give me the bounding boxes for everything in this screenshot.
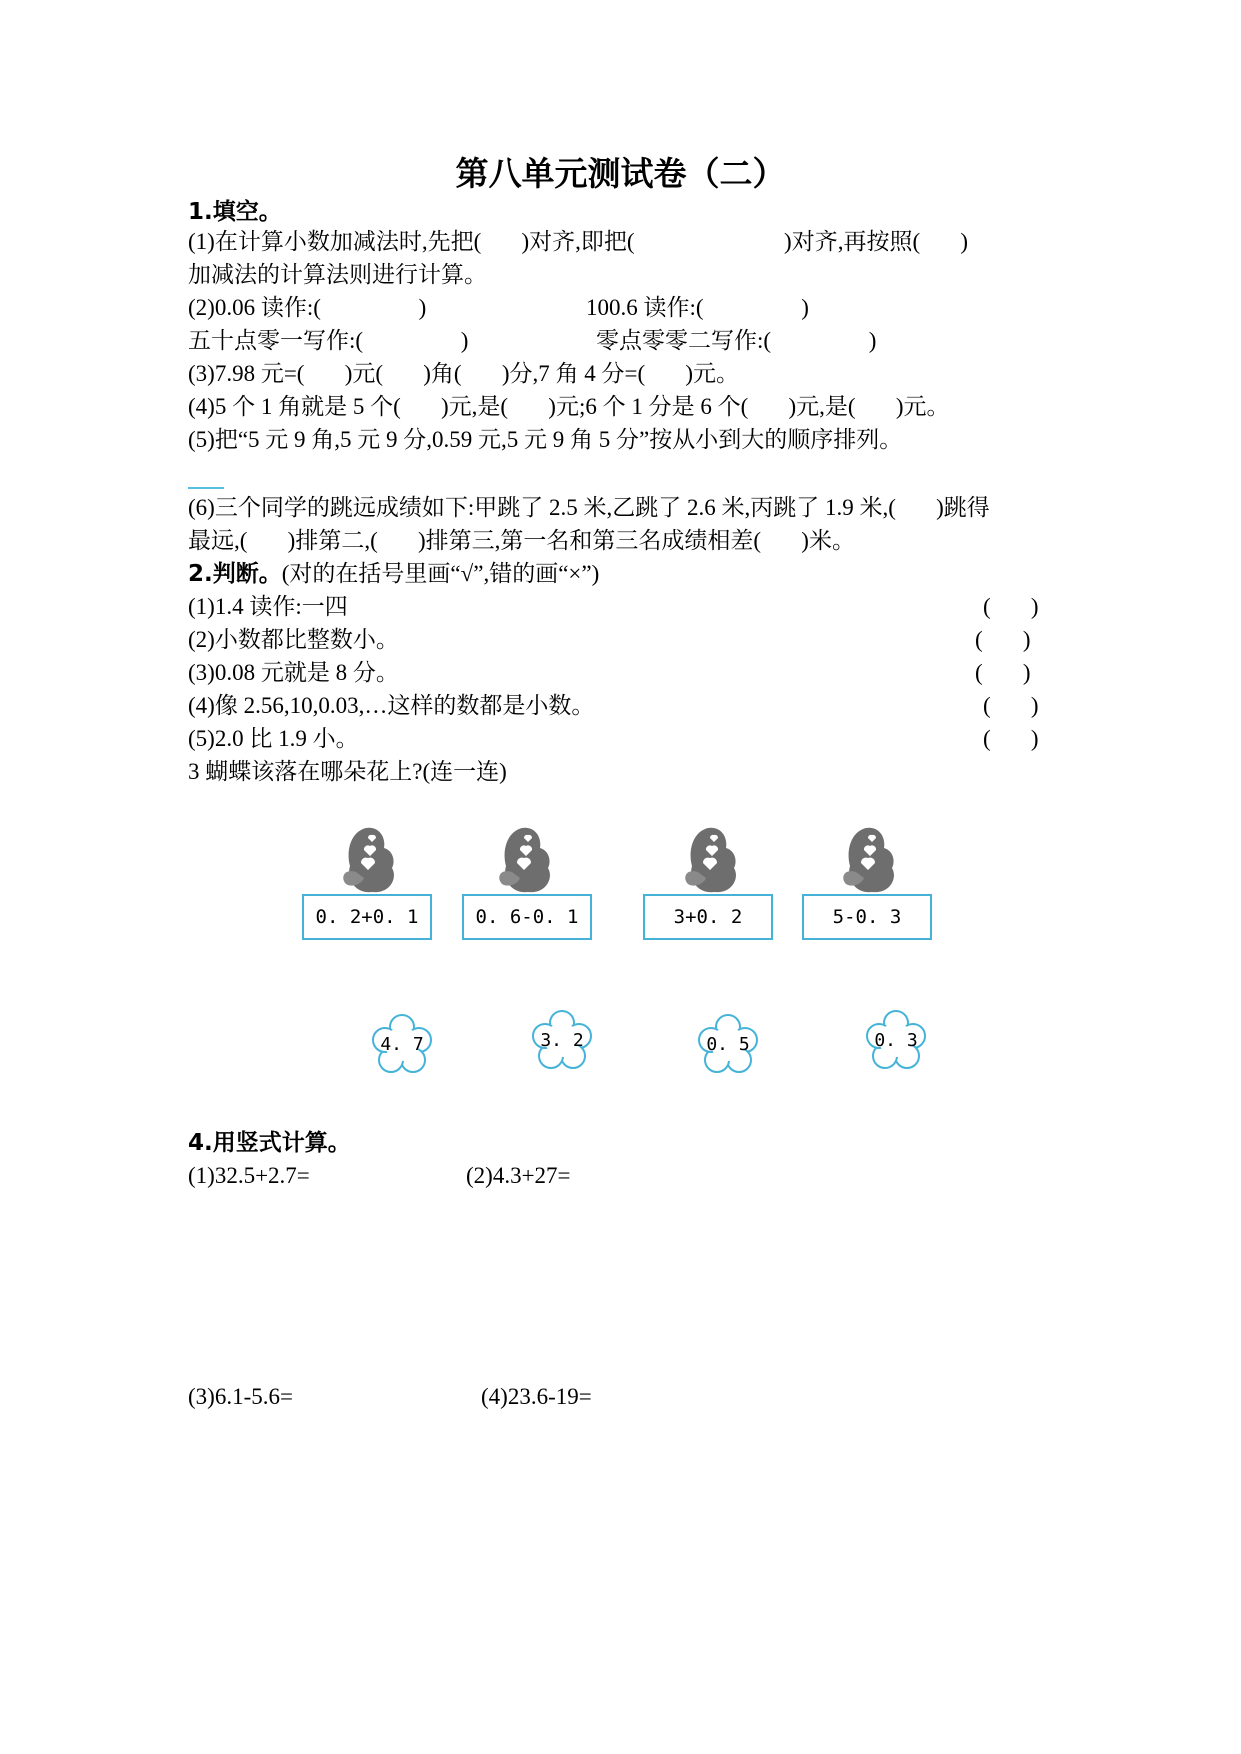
- q2-write-2: 零点零零二写作:( ): [596, 328, 877, 353]
- calc-problem-4: (4)23.6-19=: [481, 1384, 592, 1409]
- flower-4[interactable]: [864, 1008, 928, 1072]
- q2-write-1: 五十点零一写作:( ): [188, 328, 469, 353]
- calc-problem-2: (2)4.3+27=: [466, 1163, 571, 1188]
- section2-heading-main: 2.判断。: [188, 561, 282, 587]
- butterfly-icon: [676, 822, 752, 898]
- judge-item-4: (4)像 2.56,10,0.03,…这样的数都是小数。: [188, 693, 595, 718]
- judge-item-3: (3)0.08 元就是 8 分。: [188, 660, 399, 685]
- calc-problem-1: (1)32.5+2.7=: [188, 1163, 310, 1188]
- judge-item-1: (1)1.4 读作:一四: [188, 594, 348, 619]
- judge-paren-2[interactable]: ( ): [975, 627, 1031, 652]
- section2-heading-instructions: (对的在括号里画“√”,错的画“×”): [281, 561, 600, 586]
- butterfly-icon: [834, 822, 910, 898]
- q6-line1: (6)三个同学的跳远成绩如下:甲跳了 2.5 米,乙跳了 2.6 米,丙跳了 1.9 米,( )跳得: [188, 495, 990, 520]
- q1-line1: (1)在计算小数加减法时,先把( )对齐,即把( )对齐,再按照( ): [188, 229, 969, 254]
- butterfly-icon: [334, 822, 410, 898]
- flower-value: 0. 5: [706, 1033, 750, 1055]
- judge-item-2: (2)小数都比整数小。: [188, 627, 399, 652]
- expression-box-4[interactable]: 5-0. 3: [802, 894, 932, 940]
- flower-2[interactable]: [530, 1008, 594, 1072]
- butterfly-icon: [490, 822, 566, 898]
- answer-underline: [188, 487, 224, 489]
- q1-line2: 加减法的计算法则进行计算。: [188, 262, 487, 287]
- section4-heading: 4.用竖式计算。: [188, 1130, 351, 1156]
- q6-line2: 最远,( )排第二,( )排第三,第一名和第三名成绩相差( )米。: [188, 528, 855, 553]
- flower-value: 3. 2: [540, 1029, 584, 1051]
- flower-3[interactable]: [696, 1012, 760, 1076]
- expression-box-1[interactable]: 0. 2+0. 1: [302, 894, 432, 940]
- q3-line: (3)7.98 元=( )元( )角( )分,7 角 4 分=( )元。: [188, 361, 740, 386]
- flower-1[interactable]: [370, 1012, 434, 1076]
- section3-heading: 3 蝴蝶该落在哪朵花上?(连一连): [188, 759, 507, 784]
- q4-line: (4)5 个 1 角就是 5 个( )元,是( )元;6 个 1 分是 6 个( )元,是( )元。: [188, 394, 950, 419]
- judge-paren-1[interactable]: ( ): [983, 594, 1039, 619]
- expression-box-2[interactable]: 0. 6-0. 1: [462, 894, 592, 940]
- judge-paren-4[interactable]: ( ): [983, 693, 1039, 718]
- flower-value: 4. 7: [380, 1033, 424, 1055]
- judge-paren-5[interactable]: ( ): [983, 726, 1039, 751]
- section1-heading: 1.填空。: [188, 199, 282, 225]
- q5-line: (5)把“5 元 9 角,5 元 9 分,0.59 元,5 元 9 角 5 分”按从小到大的顺序排列。: [188, 427, 903, 452]
- judge-paren-3[interactable]: ( ): [975, 660, 1031, 685]
- expression-box-3[interactable]: 3+0. 2: [643, 894, 773, 940]
- section2-heading: [188, 559, 599, 589]
- page-title: 第八单元测试卷（二）: [455, 154, 786, 193]
- q2-read-1: (2)0.06 读作:( ): [188, 295, 427, 320]
- q2-read-2: 100.6 读作:( ): [586, 295, 809, 320]
- judge-item-5: (5)2.0 比 1.9 小。: [188, 726, 359, 751]
- calc-problem-3: (3)6.1-5.6=: [188, 1384, 293, 1409]
- flower-value: 0. 3: [874, 1029, 918, 1051]
